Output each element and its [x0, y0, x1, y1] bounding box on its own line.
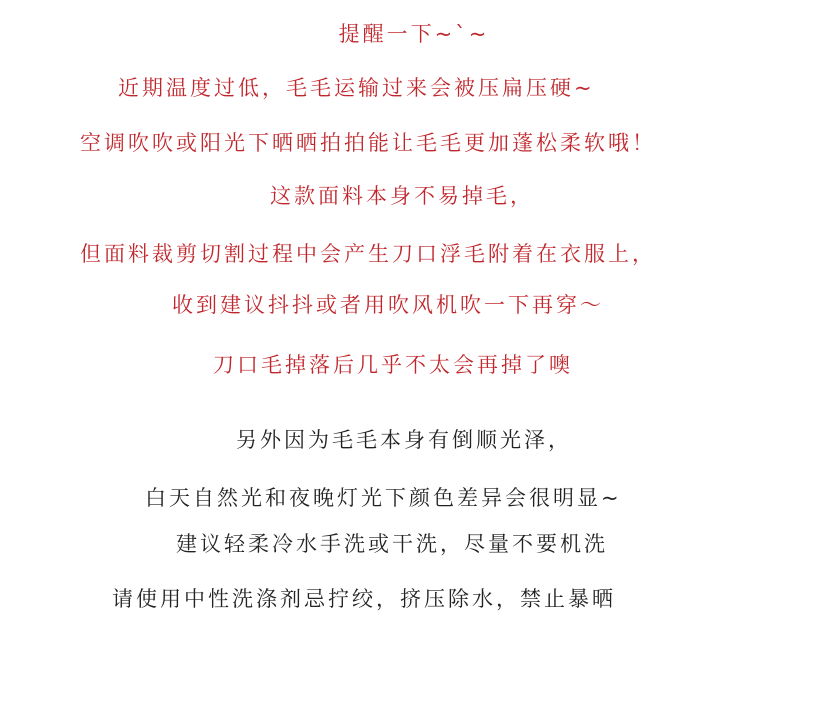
notice-line-fabric: 这款面料本身不易掉毛， [270, 184, 534, 208]
notice-line-sheen: 另外因为毛毛本身有倒顺光泽， [236, 428, 572, 452]
notice-line-color: 白天自然光和夜晚灯光下颜色差异会很明显~ [145, 486, 622, 510]
notice-line-shake: 收到建议抖抖或者用吹风机吹一下再穿～ [172, 293, 604, 317]
notice-line-shedding: 刀口毛掉落后几乎不太会再掉了噢 [213, 353, 573, 377]
notice-title: 提醒一下~`~ [338, 22, 490, 46]
notice-line-cutting: 但面料裁剪切割过程中会产生刀口浮毛附着在衣服上， [80, 242, 656, 266]
notice-line-cold: 近期温度过低，毛毛运输过来会被压扁压硬~ [118, 76, 595, 100]
notice-line-detergent: 请使用中性洗涤剂忌拧绞，挤压除水，禁止暴晒 [112, 587, 616, 611]
notice-line-fluff: 空调吹吹或阳光下晒晒拍拍能让毛毛更加蓬松柔软哦！ [80, 131, 656, 155]
notice-line-wash: 建议轻柔冷水手洗或干洗，尽量不要机洗 [176, 532, 608, 556]
